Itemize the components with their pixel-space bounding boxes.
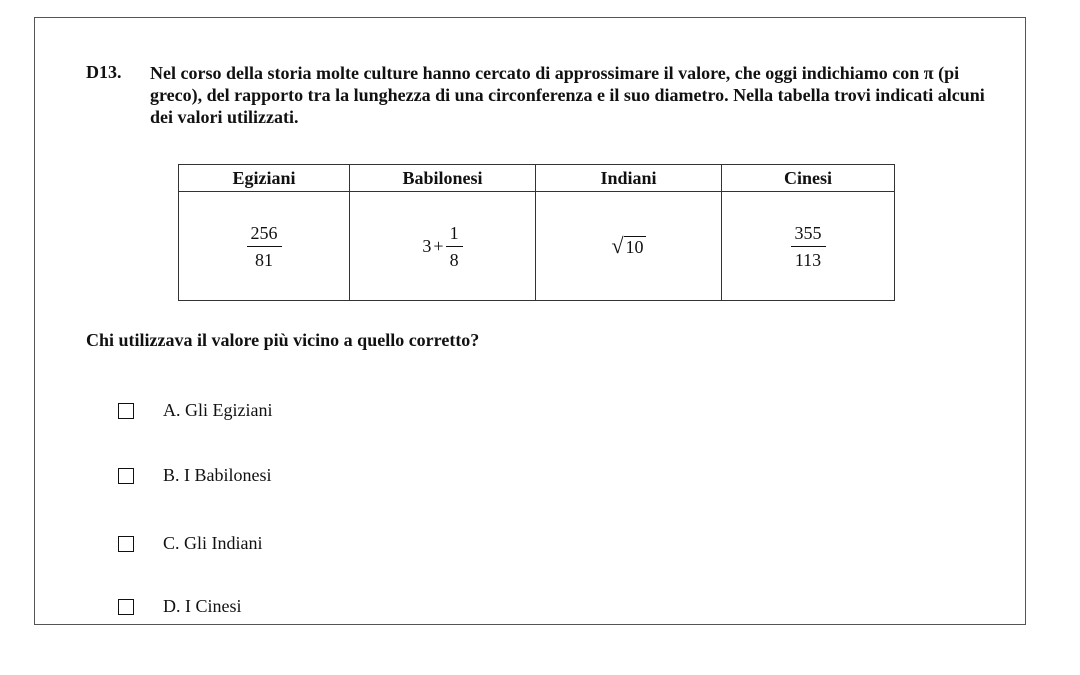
denominator: 8 (449, 249, 459, 270)
cell-indiani (536, 192, 722, 301)
option-a-label: A. Gli Egiziani (163, 400, 273, 420)
sqrt-indiani (611, 232, 645, 258)
pi-values-table (178, 164, 895, 301)
option-a[interactable] (118, 400, 272, 421)
numerator: 1 (446, 223, 463, 247)
sqrt-icon: √ (611, 232, 624, 258)
mixed-number-babilonesi (422, 223, 462, 270)
numerator: 256 (247, 223, 282, 247)
header-indiani: Indiani (536, 165, 722, 192)
option-d-label: D. I Cinesi (163, 596, 242, 616)
table-value-row (179, 192, 895, 301)
table-header-row (179, 165, 895, 192)
cell-cinesi (722, 192, 895, 301)
plus-sign: + (433, 235, 444, 256)
whole-part: 3 (422, 235, 432, 256)
cell-babilonesi (350, 192, 536, 301)
option-c[interactable] (118, 533, 263, 554)
checkbox-d[interactable] (118, 599, 134, 615)
radicand: 10 (625, 236, 644, 257)
fraction-egiziani (247, 223, 282, 270)
checkbox-b[interactable] (118, 468, 134, 484)
header-babilonesi: Babilonesi (350, 165, 536, 192)
fraction-cinesi (791, 223, 826, 270)
option-b-label: B. I Babilonesi (163, 465, 272, 485)
option-d[interactable] (118, 596, 242, 617)
question-text: Nel corso della storia molte culture hanno cercato di approssimare il valore, che oggi indichiamo con π (pi greco), del rapporto tra la lunghezza di una circonferenza e il suo diametro. Nella tabella trovi indicati alcuni dei valori utilizzati. (150, 63, 985, 127)
option-c-label: C. Gli Indiani (163, 533, 263, 553)
fraction-babilonesi (446, 223, 463, 270)
checkbox-c[interactable] (118, 536, 134, 552)
header-cinesi: Cinesi (722, 165, 895, 192)
header-egiziani: Egiziani (179, 165, 350, 192)
denominator: 113 (794, 249, 822, 270)
answer-prompt: Chi utilizzava il valore più vicino a quello corretto? (86, 330, 480, 350)
question-number: D13. (86, 62, 122, 82)
cell-egiziani (179, 192, 350, 301)
numerator: 355 (791, 223, 826, 247)
option-b[interactable] (118, 465, 272, 486)
denominator: 81 (255, 249, 273, 270)
checkbox-a[interactable] (118, 403, 134, 419)
